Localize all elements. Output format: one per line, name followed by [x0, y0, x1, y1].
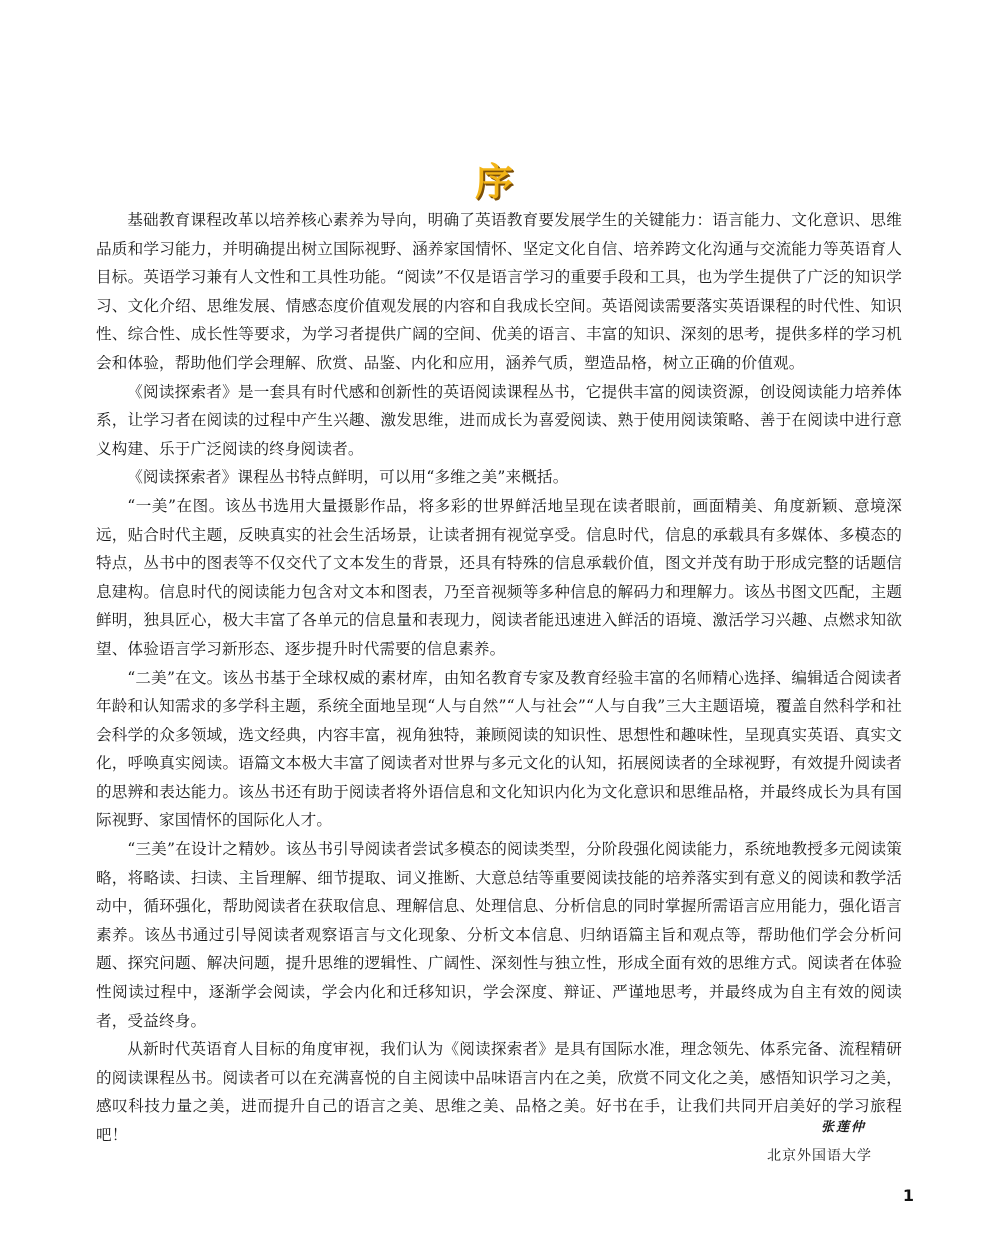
paragraph-6: “三美”在设计之精妙。该丛书引导阅读者尝试多模态的阅读类型，分阶段强化阅读能力，系统地教授多元阅读策略，将略读、扫读、主旨理解、细节提取、词义推断、大意总结等重要阅读技能的培养落实到有意义的阅读和教学活动中，循环强化，帮助阅读者在获取信息、理解信息、处理信息、分析信息的同时掌握所需语言应用能力，强化语言素养。该丛书通过引导阅读者观察语言与文化现象、分析文本信息、归纳语篇主旨和观点等，帮助他们学会分析问题、探究问题、解决问题，提升思维的逻辑性、广阔性、深刻性与独立性，形成全面有效的思维方式。阅读者在体验性阅读过程中，逐渐学会阅读，学会内化和迁移知识，学会深度、辩证、严谨地思考，并最终成为自主有效的阅读者，受益终身。: [96, 840, 902, 1030]
author-signature: 张莲仲: [820, 1120, 866, 1135]
author-affiliation: 北京外国语大学: [767, 1148, 872, 1164]
paragraph-1: 基础教育课程改革以培养核心素养为导向，明确了英语教育要发展学生的关键能力：语言能力、文化意识、思维品质和学习能力，并明确提出树立国际视野、涵养家国情怀、坚定文化自信、培养跨文化沟通与交流能力等英语育人目标。英语学习兼有人文性和工具性功能。“阅读”不仅是语言学习的重要手段和工具，也为学生提供了广泛的知识学习、文化介绍、思维发展、情感态度价值观发展的内容和自我成长空间。英语阅读需要落实英语课程的时代性、知识性、综合性、成长性等要求，为学习者提供广阔的空间、优美的语言、丰富的知识、深刻的思考，提供多样的学习机会和体验，帮助他们学会理解、欣赏、品鉴、内化和应用，涵养气质，塑造品格，树立正确的价值观。: [96, 211, 902, 372]
preface-body: [96, 206, 902, 1150]
page-number: 1: [902, 1186, 914, 1205]
paragraph-4: “一美”在图。该丛书选用大量摄影作品，将多彩的世界鲜活地呈现在读者眼前，画面精美、角度新颖、意境深远，贴合时代主题，反映真实的社会生活场景，让读者拥有视觉享受。信息时代，信息的承载具有多媒体、多模态的特点，丛书中的图表等不仅交代了文本发生的背景，还具有特殊的信息承载价值，图文并茂有助于形成完整的话题信息建构。信息时代的阅读能力包含对文本和图表，乃至音视频等多种信息的解码力和理解力。该丛书图文匹配，主题鲜明，独具匠心，极大丰富了各单元的信息量和表现力，阅读者能迅速进入鲜活的语境、激活学习兴趣、点燃求知欲望、体验语言学习新形态、逐步提升时代需要的信息素养。: [96, 496, 902, 658]
paragraph-2: 《阅读探索者》是一套具有时代感和创新性的英语阅读课程丛书，它提供丰富的阅读资源，创设阅读能力培养体系，让学习者在阅读的过程中产生兴趣、激发思维，进而成长为喜爱阅读、熟于使用阅读策略、善于在阅读中进行意义构建、乐于广泛阅读的终身阅读者。: [96, 382, 902, 458]
paragraph-7: 从新时代英语育人目标的角度审视，我们认为《阅读探索者》是具有国际水准，理念领先、体系完备、流程精研的阅读课程丛书。阅读者可以在充满喜悦的自主阅读中品味语言内在之美，欣赏不同文化之美，感悟知识学习之美，感叹科技力量之美，进而提升自己的语言之美、思维之美、品格之美。好书在手，让我们共同开启美好的学习旅程吧！: [96, 1040, 902, 1144]
paragraph-5: “二美”在文。该丛书基于全球权威的素材库，由知名教育专家及教育经验丰富的名师精心选择、编辑适合阅读者年龄和认知需求的多学科主题，系统全面地呈现“人与自然”“人与社会”“人与自我”三大主题语境，覆盖自然科学和社会科学的众多领域，选文经典，内容丰富，视角独特，兼顾阅读的知识性、思想性和趣味性，呈现真实英语、真实文化，呼唤真实阅读。语篇文本极大丰富了阅读者对世界与多元文化的认知，拓展阅读者的全球视野，有效提升阅读者的思辨和表达能力。该丛书还有助于阅读者将外语信息和文化知识内化为文化意识和思维品格，并最终成长为具有国际视野、家国情怀的国际化人才。: [96, 668, 902, 830]
paragraph-3: 《阅读探索者》课程丛书特点鲜明，可以用“多维之美”来概括。: [127, 468, 569, 487]
page-title: 序: [474, 160, 515, 205]
